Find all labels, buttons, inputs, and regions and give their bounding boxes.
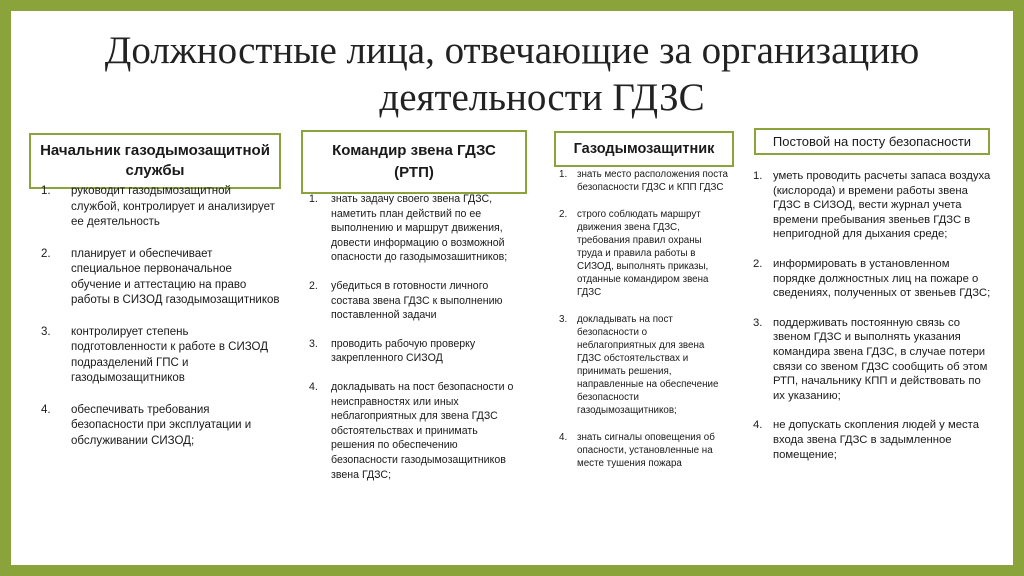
slide-title-line1: Должностные лица, отвечающие за организацию: [104, 29, 920, 72]
item-number: 4.: [559, 432, 568, 443]
slide-title: [11, 27, 1013, 121]
list-item: [559, 168, 729, 194]
item-number: 2.: [559, 209, 568, 220]
list-item: [41, 403, 281, 450]
item-number: 2.: [309, 279, 318, 292]
list-item: [309, 337, 524, 366]
list-item: [559, 313, 729, 417]
list-item: [753, 257, 993, 301]
list-item: [559, 208, 729, 299]
item-text: знать задачу своего звена ГДЗС, наметить план действий по ее выполнению и маршрут движения, довести информацию о возможной опасности до газодымозашитников;: [331, 193, 508, 264]
item-number: 4.: [753, 419, 763, 432]
column-list-rescuer: [559, 168, 729, 470]
slide: [11, 11, 1013, 565]
list-item: [753, 169, 993, 242]
list-item: [753, 316, 993, 404]
item-text: информировать в установленном порядке должностных лиц на пожаре о сведениях, полученных от звеньев ГДЗС;: [773, 257, 991, 300]
item-text: знать сигналы оповещения об опасности, установленные на месте тушения пожара: [577, 432, 715, 469]
item-number: 4.: [41, 403, 51, 416]
list-item: [309, 279, 524, 323]
item-number: 3.: [559, 314, 568, 325]
item-number: 2.: [753, 257, 763, 270]
item-text: знать место расположения поста безопасности ГДЗС и КПП ГДЗС: [577, 169, 728, 193]
item-number: 3.: [41, 325, 51, 338]
slide-title-line2: деятельности ГДЗС: [379, 76, 705, 119]
item-number: 2.: [41, 247, 51, 260]
item-number: 1.: [309, 193, 318, 205]
item-number: 3.: [753, 316, 763, 329]
column-header-commander-line2: (РТП): [394, 164, 434, 181]
item-text: обеспечивать требования безопасности при эксплуатации и обслуживании СИЗОД;: [71, 403, 252, 447]
list-item: [309, 192, 524, 265]
item-text: строго соблюдать маршрут движения звена ГДЗС, требования правил охраны труда и правила работы в СИЗОД, выполнять приказы, отданные командиром звена ГДЗС: [577, 209, 709, 298]
item-text: планирует и обеспечивает специальное первоначальное обучение и аттестацию на право работы в СИЗОД газодымозащитников: [71, 247, 280, 306]
item-number: 3.: [309, 337, 318, 350]
item-text: уметь проводить расчеты запаса воздуха (кислорода) и времени работы звена ГДЗС в СИЗОД, вести журнал учета времени пребывания звеньев ГДЗС в непригодной для дыхания среде;: [773, 170, 991, 241]
item-text: проводить рабочую проверку закрепленного СИЗОД: [331, 337, 476, 365]
column-header-chief-line2: службы: [125, 162, 185, 179]
column-header-rescuer-line1: Газодымозащитник: [573, 141, 715, 157]
list-item: [41, 325, 281, 387]
list-item: [41, 247, 281, 309]
item-text: убедиться в готовности личного состава звена ГДЗС к выполнению поставленной задачи: [331, 279, 503, 322]
column-header-rescuer: [554, 131, 734, 167]
column-header-post-guard-line1: Постовой на посту безопасности: [772, 133, 972, 149]
column-list-chief: [41, 184, 281, 449]
column-header-post-guard: [754, 128, 990, 155]
item-number: 1.: [559, 169, 568, 180]
list-item: [753, 418, 993, 462]
column-header-commander: [301, 130, 527, 194]
column-list-commander: [309, 192, 524, 482]
column-list-post-guard: [753, 169, 993, 462]
list-item: [41, 184, 281, 231]
item-text: руководит газодымозащитной службой, контролирует и анализирует ее деятельность: [71, 185, 275, 228]
column-header-chief-line1: Начальник газодымозащитной: [40, 142, 270, 159]
item-number: 1.: [753, 170, 763, 182]
list-item: [309, 380, 524, 482]
item-text: контролирует степень подготовленности к работе в СИЗОД подразделений ГПС и газодымозащитников: [71, 325, 269, 384]
column-header-chief: [29, 133, 281, 189]
list-item: [559, 431, 729, 470]
item-text: не допускать скопления людей у места входа звена ГДЗС в задымленное помещение;: [773, 419, 979, 461]
item-text: поддерживать постоянную связь со звеном ГДЗС и выполнять указания командира звена ГДЗС, в случае потери связи со звеном ГДЗС сообщить об этом РТП, начальнику КПП и действовать по их указанию;: [773, 316, 988, 402]
item-number: 4.: [309, 380, 318, 393]
item-text: докладывать на пост безопасности о неисправностях или иных неблагоприятных для звена ГДЗС обстоятельствах и принимать решения по обеспечению безопасности газодымозащитников звена ГДЗС;: [331, 380, 514, 481]
item-text: докладывать на пост безопасности о неблагоприятных для звена ГДЗС обстоятельствах и принимать решения, направленные на обеспечение безопасности газодымозащитников;: [577, 314, 719, 416]
column-header-commander-line1: Командир звена ГДЗС: [332, 142, 496, 159]
item-number: 1.: [41, 185, 51, 197]
